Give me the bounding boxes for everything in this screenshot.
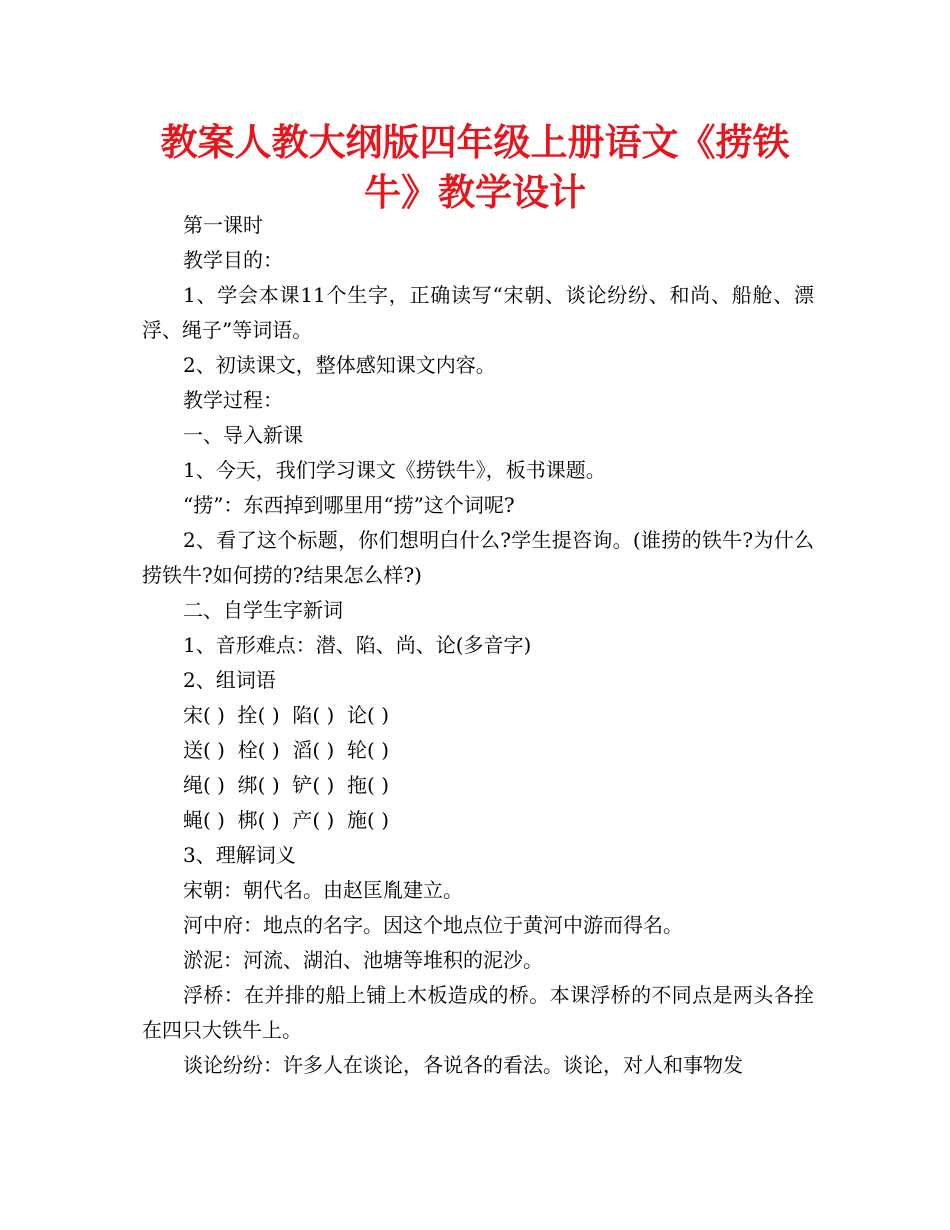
- document-title: [150, 118, 800, 218]
- paragraph-process-heading: 教学过程：: [183, 388, 283, 412]
- paragraph-objective-2: 2、初读课文，整体感知课文内容。: [183, 353, 496, 377]
- paragraph-section-intro: 一、导入新课: [183, 423, 303, 447]
- paragraph-word-group-row: 送( ) 栓( ) 滔( ) 轮( ): [183, 738, 389, 762]
- title-line-1: 教案人教大纲版四年级上册语文《捞铁: [160, 121, 790, 164]
- title-line-2: 牛》教学设计: [364, 171, 586, 214]
- paragraph-vocab-song: 宋朝：朝代名。由赵匡胤建立。: [183, 878, 463, 902]
- document-body: [142, 208, 814, 1083]
- paragraph-intro-lao: “捞”：东西掉到哪里用“捞”这个词呢?: [183, 493, 515, 517]
- paragraph-difficult-chars: 1、音形难点：潜、陷、尚、论(多音字): [183, 633, 532, 657]
- paragraph-objective-1: 1、学会本课11个生字，正确读写“宋朝、谈论纷纷、和尚、船舱、漂浮、绳子”等词语。: [142, 283, 814, 342]
- paragraph-vocab-fuqiao: 浮桥：在并排的船上铺上木板造成的桥。本课浮桥的不同点是两头各拴在四只大铁牛上。: [142, 983, 814, 1042]
- paragraph-word-group-row: 宋( ) 拴( ) 陷( ) 论( ): [183, 703, 389, 727]
- paragraph-vocab-yuni: 淤泥：河流、湖泊、池塘等堆积的泥沙。: [183, 948, 543, 972]
- paragraph-word-group-row: 蝇( ) 梆( ) 产( ) 施( ): [183, 808, 389, 832]
- paragraph-intro-2: 2、看了这个标题，你们想明白什么?学生提咨询。(谁捞的铁牛?为什么捞铁牛?如何捞的?结果怎么样?): [142, 528, 814, 587]
- paragraph-vocab-hezhongfu: 河中府：地点的名字。因这个地点位于黄河中游而得名。: [183, 913, 683, 937]
- paragraph-objectives-heading: 教学目的：: [183, 248, 283, 272]
- paragraph-word-groups-heading: 2、组词语: [183, 668, 276, 692]
- paragraph-word-group-row: 绳( ) 绑( ) 铲( ) 拖( ): [183, 773, 389, 797]
- paragraph-section-self-study: 二、自学生字新词: [183, 598, 343, 622]
- paragraph-vocab-heading: 3、理解词义: [183, 843, 296, 867]
- paragraph-vocab-yilun: 谈论纷纷：许多人在谈论，各说各的看法。谈论，对人和事物发: [183, 1053, 743, 1077]
- paragraph-intro-1: 1、今天，我们学习课文《捞铁牛》，板书课题。: [183, 458, 606, 482]
- paragraph-lesson-period: 第一课时: [183, 213, 263, 237]
